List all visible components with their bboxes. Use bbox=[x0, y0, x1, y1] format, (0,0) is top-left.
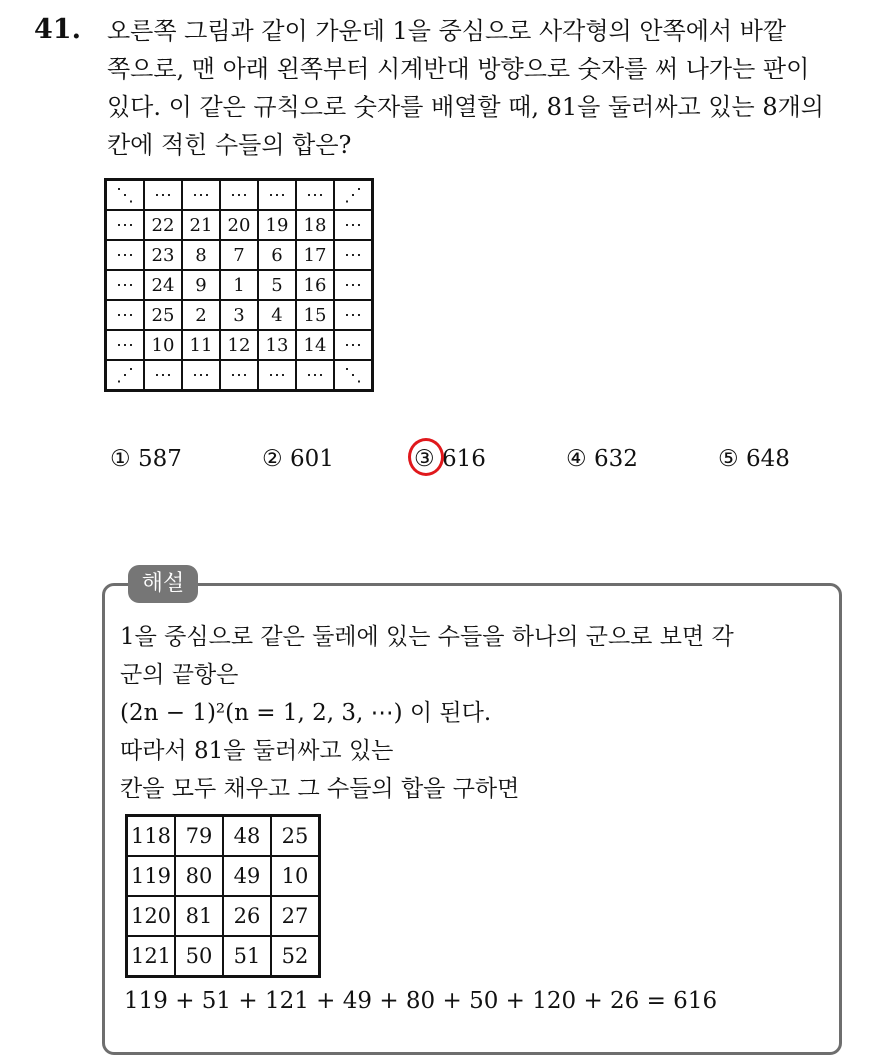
solution-grid bbox=[125, 814, 321, 978]
solution-tag: 해설 bbox=[128, 565, 198, 603]
grid-cell: 49 bbox=[223, 856, 271, 896]
grid-cell: 51 bbox=[223, 936, 271, 977]
solution-line: 따라서 81을 둘러싸고 있는 bbox=[120, 738, 394, 764]
grid-cell: 15 bbox=[296, 300, 334, 330]
question-line: 오른쪽 그림과 같이 가운데 1을 중심으로 사각형의 안쪽에서 바깥 bbox=[107, 17, 787, 45]
grid-cell: 25 bbox=[144, 300, 182, 330]
grid-cell: ⋯ bbox=[106, 330, 145, 360]
selected-answer-circle-icon bbox=[408, 438, 444, 476]
grid-cell: 21 bbox=[182, 210, 220, 240]
grid-cell: 7 bbox=[220, 240, 258, 270]
grid-cell: 5 bbox=[258, 270, 296, 300]
grid-cell: ⋯ bbox=[296, 180, 334, 211]
grid-cell: 9 bbox=[182, 270, 220, 300]
grid-cell: ⋯ bbox=[106, 300, 145, 330]
grid-cell: 118 bbox=[127, 816, 176, 857]
grid-cell: ⋯ bbox=[144, 360, 182, 391]
grid-cell: 8 bbox=[182, 240, 220, 270]
grid-cell: 48 bbox=[223, 816, 271, 857]
grid-cell: 12 bbox=[220, 330, 258, 360]
grid-cell: 80 bbox=[175, 856, 223, 896]
choice-4[interactable] bbox=[566, 446, 638, 472]
choice-2[interactable] bbox=[262, 446, 334, 472]
choice-value: 601 bbox=[289, 446, 334, 472]
answer-choices bbox=[110, 446, 830, 482]
choice-value: 648 bbox=[745, 446, 790, 472]
grid-cell: ⋯ bbox=[182, 360, 220, 391]
grid-cell: ⋯ bbox=[258, 180, 296, 211]
grid-cell: 10 bbox=[144, 330, 182, 360]
solution-text bbox=[120, 618, 840, 808]
grid-cell: 121 bbox=[127, 936, 176, 977]
grid-cell: 14 bbox=[296, 330, 334, 360]
choice-mark: ④ bbox=[566, 446, 587, 472]
solution-line: (2n − 1)²(n = 1, 2, 3, ⋯) 이 된다. bbox=[120, 700, 492, 726]
choice-value: 587 bbox=[137, 446, 182, 472]
grid-cell: ⋯ bbox=[296, 360, 334, 391]
question-line: 쪽으로, 맨 아래 왼쪽부터 시계반대 방향으로 숫자를 써 나가는 판이 bbox=[107, 55, 810, 83]
question-text bbox=[107, 12, 867, 164]
choice-mark: ⑤ bbox=[718, 446, 739, 472]
grid-cell: ⋯ bbox=[144, 180, 182, 211]
grid-cell: 22 bbox=[144, 210, 182, 240]
grid-cell: ⋯ bbox=[220, 180, 258, 211]
grid-cell: ⋯ bbox=[220, 360, 258, 391]
grid-cell: ⋯ bbox=[334, 270, 373, 300]
grid-cell: 25 bbox=[271, 816, 320, 857]
choice-value: 616 bbox=[441, 446, 486, 472]
grid-cell: ⋯ bbox=[106, 210, 145, 240]
grid-cell: 4 bbox=[258, 300, 296, 330]
choice-mark: ③ bbox=[414, 446, 435, 472]
solution-line: 칸을 모두 채우고 그 수들의 합을 구하면 bbox=[120, 776, 520, 802]
grid-cell: 16 bbox=[296, 270, 334, 300]
question-line: 칸에 적힌 수들의 합은? bbox=[107, 131, 352, 159]
grid-cell: 18 bbox=[296, 210, 334, 240]
grid-cell: 2 bbox=[182, 300, 220, 330]
grid-cell: ⋯ bbox=[258, 360, 296, 391]
choice-1[interactable] bbox=[110, 446, 182, 472]
grid-cell: 52 bbox=[271, 936, 320, 977]
grid-cell: 24 bbox=[144, 270, 182, 300]
sum-equation: 119 + 51 + 121 + 49 + 80 + 50 + 120 + 26 = 616 bbox=[124, 988, 718, 1014]
grid-cell: 1 bbox=[220, 270, 258, 300]
question-number: 41. bbox=[34, 14, 81, 45]
choice-value: 632 bbox=[593, 446, 638, 472]
grid-cell: 20 bbox=[220, 210, 258, 240]
grid-cell: 11 bbox=[182, 330, 220, 360]
solution-line: 1을 중심으로 같은 둘레에 있는 수들을 하나의 군으로 보면 각 bbox=[120, 624, 734, 650]
grid-cell: ⋯ bbox=[334, 300, 373, 330]
grid-cell: 27 bbox=[271, 896, 320, 936]
grid-cell: 26 bbox=[223, 896, 271, 936]
grid-cell: 19 bbox=[258, 210, 296, 240]
grid-cell: 119 bbox=[127, 856, 176, 896]
grid-cell: ⋯ bbox=[334, 210, 373, 240]
grid-cell: ⋱ bbox=[334, 360, 373, 391]
grid-cell: ⋰ bbox=[334, 180, 373, 211]
grid-cell: ⋯ bbox=[106, 240, 145, 270]
grid-cell: 50 bbox=[175, 936, 223, 977]
grid-cell: ⋯ bbox=[334, 240, 373, 270]
grid-cell: 10 bbox=[271, 856, 320, 896]
spiral-number-grid bbox=[104, 178, 374, 392]
grid-cell: 3 bbox=[220, 300, 258, 330]
grid-cell: ⋯ bbox=[334, 330, 373, 360]
grid-cell: 81 bbox=[175, 896, 223, 936]
grid-cell: 79 bbox=[175, 816, 223, 857]
grid-cell: ⋯ bbox=[106, 270, 145, 300]
grid-cell: 13 bbox=[258, 330, 296, 360]
grid-cell: ⋯ bbox=[182, 180, 220, 211]
choice-3[interactable] bbox=[414, 446, 486, 472]
solution-line: 군의 끝항은 bbox=[120, 662, 239, 688]
grid-cell: ⋱ bbox=[106, 180, 145, 211]
grid-cell: 17 bbox=[296, 240, 334, 270]
choice-5[interactable] bbox=[718, 446, 790, 472]
grid-cell: 23 bbox=[144, 240, 182, 270]
question-line: 있다. 이 같은 규칙으로 숫자를 배열할 때, 81을 둘러싸고 있는 8개의 bbox=[107, 93, 824, 121]
grid-cell: ⋰ bbox=[106, 360, 145, 391]
choice-mark: ② bbox=[262, 446, 283, 472]
choice-mark: ① bbox=[110, 446, 131, 472]
grid-cell: 6 bbox=[258, 240, 296, 270]
grid-cell: 120 bbox=[127, 896, 176, 936]
